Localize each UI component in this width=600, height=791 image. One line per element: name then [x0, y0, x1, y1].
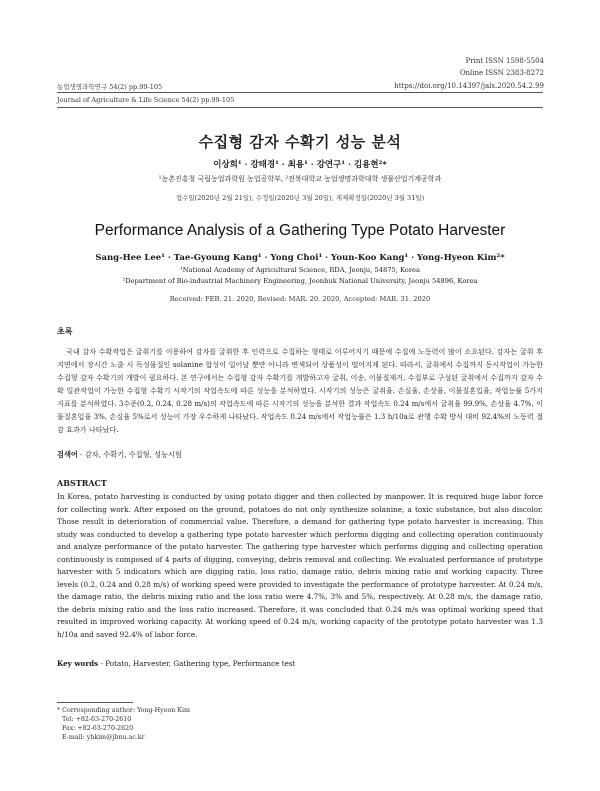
english-authors: Sang-Hee Lee¹ · Tae-Gyoung Kang¹ · Yong Choi¹ · Youn-Koo Kang¹ · Yong-Hyeon Kim²*	[95, 253, 505, 263]
corresponding-tel: Tel: +82-63-270-2610	[62, 716, 132, 723]
header-rule-bottom	[57, 107, 543, 108]
corresponding-author: * Corresponding author: Yong-Hyeon Kim	[57, 707, 190, 714]
korean-keywords-list: - 감자, 수확기, 수집형, 성능시험	[80, 450, 182, 459]
footnote-rule	[57, 702, 133, 703]
korean-keywords	[57, 450, 182, 460]
english-keywords-list: - Potato, Harvester, Gathering type, Performance test	[100, 659, 296, 668]
online-issn: Online ISSN 2383-8272	[459, 69, 544, 77]
print-issn: Print ISSN 1598-5504	[465, 57, 544, 65]
korean-authors: 이상희¹ · 강태경¹ · 최용¹ · 강연구¹ · 김용현²*	[213, 160, 387, 170]
corresponding-fax: Fax: +82-63-270-2620	[62, 725, 134, 732]
header-rule	[57, 92, 543, 93]
english-abstract-text: In Korea, potato harvesting is conducted by using potato digger and then collected by manpower. It is required huge labor force for collecting work. After exposed on the ground, potatoes do not only synthesize solanine, a toxic substance, but also discolor. Those result in deterioration of commercial value. Therefore, a demand for gathering type potato harvester is increasing. This study was conducted to develop a gathering type potato harvester which performs digging and collecting operation continuously and analyze performance of the potato harvester. The gathering type harvester which performs digging and collecting operation continuously is composed of 4 parts of digging, conveying, debris removal and collecting. We evaluated performance of prototype harvester with 5 indicators which are digging ratio, loss ratio, damage ratio, debris mixing ratio and working capacity. Three levels (0.2, 0.24 and 0.28 m/s) of working speed were provided to investigate the performance of prototype harvester. At 0.24 m/s, the damage ratio, the debris mixing ratio and the loss ratio were 4.7%, 3% and 5%, respectively. At 0.28 m/s, the damage ratio, the debris mixing ratio and the loss ratio increased. Therefore, it was concluded that 0.24 m/s was optimal working speed that resulted in improved working capacity. At working speed of 0.24 m/s, working capacity of the prototype potato harvester was 1.3 h/10a and saved 92.4% of labor force.	[57, 492, 543, 640]
korean-title: 수집형 감자 수확기 성능 분석	[198, 133, 402, 151]
english-affiliation-1: ¹National Academy of Agricultural Science, RDA, Jeonju, 54875, Korea	[180, 266, 420, 274]
korean-abstract-heading: 초록	[57, 326, 73, 336]
english-title: Performance Analysis of a Gathering Type Potato Harvester	[94, 222, 506, 239]
english-keywords-label: Key words	[57, 659, 99, 668]
english-abstract-heading: ABSTRACT	[57, 478, 107, 488]
journal-citation-korean: 농업생명과학연구 54(2) pp.99-105	[57, 83, 163, 91]
english-affiliation-2: ²Department of Bio-industrial Machinery Engineering, Jeonbuk National University, Jeonju 54896, Korea	[122, 277, 478, 285]
english-dates: Received: FEB. 21. 2020, Revised: MAR. 20. 2020, Accepted: MAR. 31. 2020	[169, 295, 431, 303]
english-keywords	[57, 659, 295, 668]
journal-citation-english: Journal of Agriculture & Life Science 54(2) pp.99-105	[57, 96, 235, 104]
korean-keywords-label: 검색어	[57, 450, 78, 459]
doi-link[interactable]: https://doi.org/10.14397/jals.2020.54.2.99	[394, 82, 544, 90]
corresponding-email[interactable]: E-mail: yhkim@jbnu.ac.kr	[62, 734, 145, 741]
korean-dates: 접수일(2020년 2월 21일), 수정일(2020년 3월 20일), 게재확정일(2020년 3월 31일)	[175, 194, 425, 202]
korean-affiliations: ¹농촌진흥청 국립농업과학원 농업공학부, ²전북대학교 농업생명과학대학 생물산업기계공학과	[158, 175, 442, 183]
korean-abstract-text: 국내 감자 수확작업은 굴취기를 이용하여 감자를 굴취한 후 인력으로 수집하는 형태로 이루어지기 때문에 수집에 노동력이 많이 소요된다. 감자는 굴취 후 지면에서 장시간 노출 시 독성물질인 solanine 합성이 일어날 뿐만 아니라 변색되어 상품성이 떨어지게 된다. 따라서, 굴취에서 수집까지 동시작업이 가능한 수집형 감자 수확기의 개발이 필요하다. 본 연구에서는 수집형 감자 수확기를 개발하고자 굴취, 이송, 이물질제거, 수집부로 구성된 굴취에서 수집까지 감자 수확 일관작업이 가능한 수집형 수확기 시작기의 작업속도에 따른 성능을 분석하였다. 시작기의 성능은 굴취율, 손실율, 손상율, 이물질혼입율, 작업능률 5가지 지표를 분석하였다. 3수준(0.2, 0.24, 0.28 m/s)의 작업속도에 따른 시작기의 성능을 분석한 결과 작업속도 0.24 m/s에서 굴취율 99.9%, 손상율 4.7%, 이물질혼입율 3%, 손실율 5%로서 성능이 가장 우수하게 나타났다. 작업속도 0.24 m/s에서 작업능률은 1.3 h/10a로 관행 수확 방식 대비 92.4%의 노동력 절감 효과가 나타났다.	[57, 347, 543, 435]
